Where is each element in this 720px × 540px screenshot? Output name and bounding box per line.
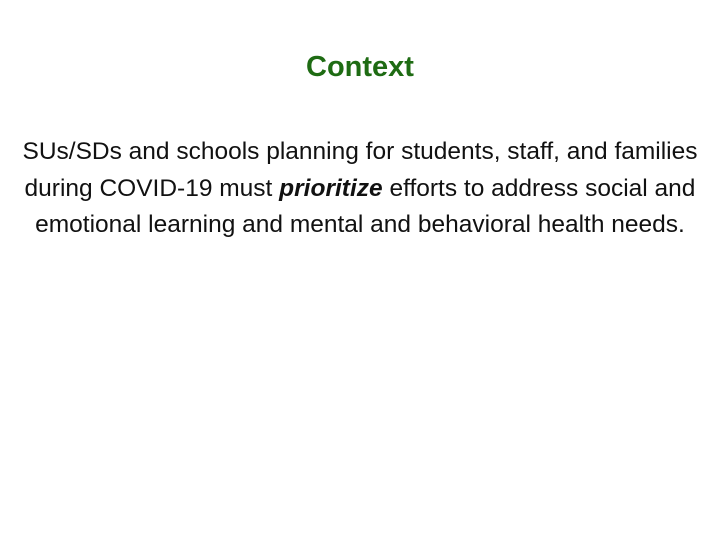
body-emphasis: prioritize <box>279 174 383 202</box>
body-text-after: efforts to address social and emotional learning and mental and behavioral health needs. <box>35 174 696 238</box>
slide-title: Context <box>306 51 414 83</box>
body-text-before: SUs/SDs and schools planning for students, staff, and families during COVID-19 must <box>22 138 698 202</box>
slide-body-text <box>20 134 700 244</box>
